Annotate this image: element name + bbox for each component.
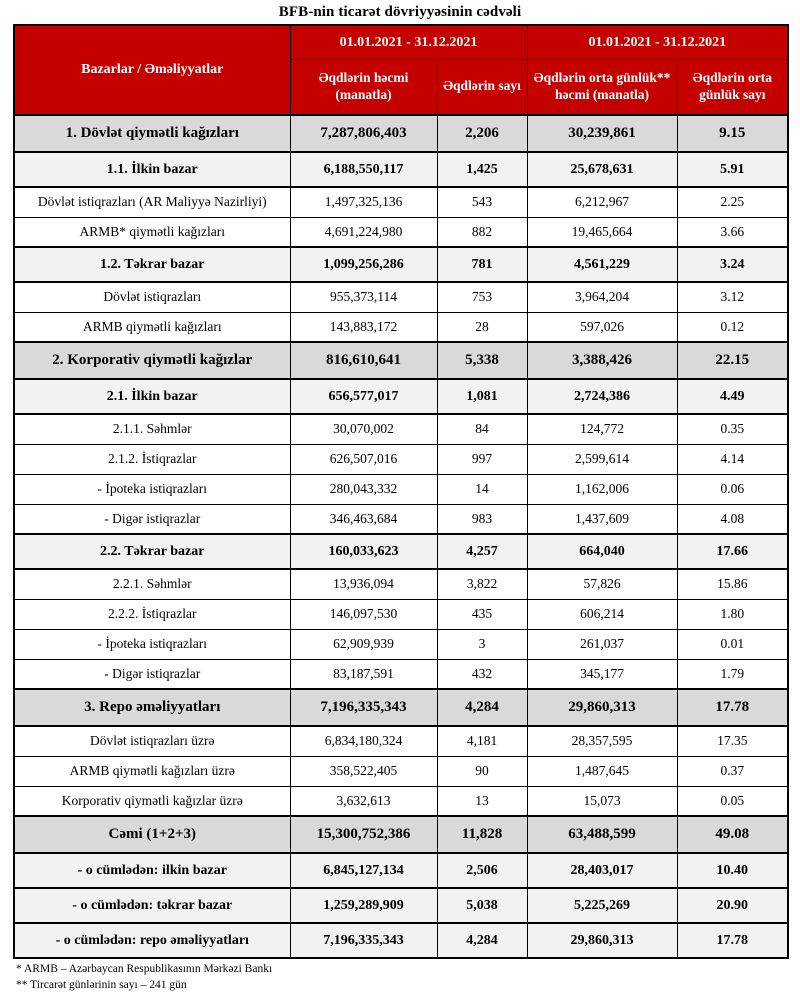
row-volume: 955,373,114 bbox=[290, 282, 437, 312]
row-daily-volume: 597,026 bbox=[527, 312, 677, 342]
table-row bbox=[14, 504, 788, 534]
row-label: 1. Dövlət qiymətli kağızları bbox=[14, 115, 290, 152]
row-daily-count: 4.14 bbox=[677, 444, 788, 474]
header-period-row bbox=[14, 25, 788, 59]
row-daily-volume: 3,964,204 bbox=[527, 282, 677, 312]
row-label: - o cümlədən: repo əməliyyatları bbox=[14, 923, 290, 958]
row-count: 28 bbox=[437, 312, 527, 342]
table-row bbox=[14, 414, 788, 444]
row-daily-volume: 29,860,313 bbox=[527, 923, 677, 958]
row-volume: 143,883,172 bbox=[290, 312, 437, 342]
row-count: 1,081 bbox=[437, 379, 527, 414]
table-row bbox=[14, 444, 788, 474]
row-label: Cəmi (1+2+3) bbox=[14, 816, 290, 853]
row-count: 4,284 bbox=[437, 689, 527, 726]
row-label: ARMB qiymətli kağızları üzrə bbox=[14, 756, 290, 786]
row-daily-count: 3.66 bbox=[677, 217, 788, 247]
row-count: 543 bbox=[437, 187, 527, 217]
row-daily-count: 17.66 bbox=[677, 534, 788, 569]
row-label: ARMB qiymətli kağızları bbox=[14, 312, 290, 342]
row-count: 781 bbox=[437, 247, 527, 282]
table-row bbox=[14, 312, 788, 342]
row-count: 11,828 bbox=[437, 816, 527, 853]
table-row bbox=[14, 474, 788, 504]
row-daily-volume: 1,162,006 bbox=[527, 474, 677, 504]
table-row bbox=[14, 379, 788, 414]
row-count: 997 bbox=[437, 444, 527, 474]
row-label: - o cümlədən: ilkin bazar bbox=[14, 853, 290, 888]
table-row bbox=[14, 726, 788, 756]
row-volume: 1,099,256,286 bbox=[290, 247, 437, 282]
row-label: 2.1.2. İstiqrazlar bbox=[14, 444, 290, 474]
row-daily-volume: 5,225,269 bbox=[527, 888, 677, 923]
row-count: 3,822 bbox=[437, 569, 527, 599]
table-row bbox=[14, 342, 788, 379]
table-row bbox=[14, 923, 788, 958]
header-avg-daily-volume: Əqdlərin orta günlük** həcmi (manatla) bbox=[527, 59, 677, 115]
table-body bbox=[14, 115, 788, 958]
row-label: ARMB* qiymətli kağızları bbox=[14, 217, 290, 247]
row-label: Korporativ qiymətli kağızlar üzrə bbox=[14, 786, 290, 816]
row-daily-count: 5.91 bbox=[677, 152, 788, 187]
row-label: 1.1. İlkin bazar bbox=[14, 152, 290, 187]
row-volume: 4,691,224,980 bbox=[290, 217, 437, 247]
row-count: 4,257 bbox=[437, 534, 527, 569]
row-volume: 160,033,623 bbox=[290, 534, 437, 569]
table-row bbox=[14, 599, 788, 629]
row-volume: 1,259,289,909 bbox=[290, 888, 437, 923]
row-volume: 6,834,180,324 bbox=[290, 726, 437, 756]
row-daily-volume: 124,772 bbox=[527, 414, 677, 444]
row-volume: 6,188,550,117 bbox=[290, 152, 437, 187]
row-label: Dövlət istiqrazları bbox=[14, 282, 290, 312]
row-daily-volume: 1,437,609 bbox=[527, 504, 677, 534]
table-row bbox=[14, 534, 788, 569]
row-volume: 358,522,405 bbox=[290, 756, 437, 786]
header-avg-daily-count: Əqdlərin orta günlük sayı bbox=[677, 59, 788, 115]
row-label: - İpoteka istiqrazları bbox=[14, 474, 290, 504]
turnover-table bbox=[13, 24, 789, 959]
table-row bbox=[14, 152, 788, 187]
row-daily-volume: 57,826 bbox=[527, 569, 677, 599]
table-row bbox=[14, 888, 788, 923]
row-daily-count: 4.49 bbox=[677, 379, 788, 414]
row-daily-count: 3.24 bbox=[677, 247, 788, 282]
row-count: 983 bbox=[437, 504, 527, 534]
row-daily-count: 1.80 bbox=[677, 599, 788, 629]
row-daily-volume: 25,678,631 bbox=[527, 152, 677, 187]
table-row bbox=[14, 569, 788, 599]
row-count: 882 bbox=[437, 217, 527, 247]
table-row bbox=[14, 853, 788, 888]
header-period-left: 01.01.2021 - 31.12.2021 bbox=[290, 25, 527, 59]
row-daily-volume: 345,177 bbox=[527, 659, 677, 689]
header-period-right: 01.01.2021 - 31.12.2021 bbox=[527, 25, 788, 59]
row-daily-count: 22.15 bbox=[677, 342, 788, 379]
row-daily-count: 10.40 bbox=[677, 853, 788, 888]
footnotes bbox=[13, 962, 787, 993]
row-label: 2.2.2. İstiqrazlar bbox=[14, 599, 290, 629]
row-volume: 83,187,591 bbox=[290, 659, 437, 689]
row-volume: 626,507,016 bbox=[290, 444, 437, 474]
row-daily-count: 49.08 bbox=[677, 816, 788, 853]
row-daily-count: 3.12 bbox=[677, 282, 788, 312]
row-daily-volume: 19,465,664 bbox=[527, 217, 677, 247]
row-daily-count: 0.05 bbox=[677, 786, 788, 816]
row-daily-count: 1.79 bbox=[677, 659, 788, 689]
row-daily-count: 0.01 bbox=[677, 629, 788, 659]
row-daily-count: 0.06 bbox=[677, 474, 788, 504]
table-row bbox=[14, 115, 788, 152]
table-header bbox=[14, 25, 788, 115]
table-row bbox=[14, 689, 788, 726]
row-volume: 280,043,332 bbox=[290, 474, 437, 504]
row-daily-volume: 2,724,386 bbox=[527, 379, 677, 414]
row-daily-volume: 6,212,967 bbox=[527, 187, 677, 217]
row-daily-volume: 606,214 bbox=[527, 599, 677, 629]
row-daily-count: 9.15 bbox=[677, 115, 788, 152]
row-volume: 13,936,094 bbox=[290, 569, 437, 599]
row-count: 1,425 bbox=[437, 152, 527, 187]
row-daily-volume: 63,488,599 bbox=[527, 816, 677, 853]
row-volume: 7,287,806,403 bbox=[290, 115, 437, 152]
row-daily-volume: 664,040 bbox=[527, 534, 677, 569]
row-label: - o cümlədən: təkrar bazar bbox=[14, 888, 290, 923]
footnote-armb: * ARMB – Azərbaycan Respublikasının Mərkəzi Bankı bbox=[16, 963, 273, 975]
row-count: 13 bbox=[437, 786, 527, 816]
row-count: 753 bbox=[437, 282, 527, 312]
row-volume: 62,909,939 bbox=[290, 629, 437, 659]
row-volume: 6,845,127,134 bbox=[290, 853, 437, 888]
row-daily-count: 0.35 bbox=[677, 414, 788, 444]
row-daily-count: 0.12 bbox=[677, 312, 788, 342]
row-count: 84 bbox=[437, 414, 527, 444]
row-volume: 146,097,530 bbox=[290, 599, 437, 629]
row-count: 3 bbox=[437, 629, 527, 659]
row-daily-volume: 28,357,595 bbox=[527, 726, 677, 756]
row-count: 90 bbox=[437, 756, 527, 786]
header-markets-operations: Bazarlar / Əməliyyatlar bbox=[14, 25, 290, 115]
row-volume: 3,632,613 bbox=[290, 786, 437, 816]
row-daily-volume: 28,403,017 bbox=[527, 853, 677, 888]
table-row bbox=[14, 786, 788, 816]
row-daily-volume: 29,860,313 bbox=[527, 689, 677, 726]
row-daily-volume: 3,388,426 bbox=[527, 342, 677, 379]
table-row bbox=[14, 187, 788, 217]
row-volume: 1,497,325,136 bbox=[290, 187, 437, 217]
row-count: 5,338 bbox=[437, 342, 527, 379]
row-count: 2,206 bbox=[437, 115, 527, 152]
row-daily-count: 0.37 bbox=[677, 756, 788, 786]
row-label: 2. Korporativ qiymətli kağızlar bbox=[14, 342, 290, 379]
row-label: - Digər istiqrazlar bbox=[14, 504, 290, 534]
header-deal-volume: Əqdlərin həcmi (manatla) bbox=[290, 59, 437, 115]
row-daily-count: 15.86 bbox=[677, 569, 788, 599]
row-label: 2.2.1. Səhmlər bbox=[14, 569, 290, 599]
table-row bbox=[14, 247, 788, 282]
row-daily-count: 4.08 bbox=[677, 504, 788, 534]
row-daily-count: 2.25 bbox=[677, 187, 788, 217]
row-label: 2.2. Təkrar bazar bbox=[14, 534, 290, 569]
row-daily-count: 17.78 bbox=[677, 689, 788, 726]
page-title: BFB-nin ticarət dövriyyəsinin cədvəli bbox=[278, 4, 522, 20]
row-daily-volume: 30,239,861 bbox=[527, 115, 677, 152]
row-count: 435 bbox=[437, 599, 527, 629]
row-count: 432 bbox=[437, 659, 527, 689]
row-label: - İpoteka istiqrazları bbox=[14, 629, 290, 659]
row-volume: 7,196,335,343 bbox=[290, 689, 437, 726]
row-daily-count: 17.78 bbox=[677, 923, 788, 958]
row-daily-volume: 1,487,645 bbox=[527, 756, 677, 786]
row-daily-volume: 15,073 bbox=[527, 786, 677, 816]
table-row bbox=[14, 217, 788, 247]
row-volume: 30,070,002 bbox=[290, 414, 437, 444]
row-volume: 7,196,335,343 bbox=[290, 923, 437, 958]
row-count: 4,284 bbox=[437, 923, 527, 958]
row-count: 2,506 bbox=[437, 853, 527, 888]
row-label: 2.1. İlkin bazar bbox=[14, 379, 290, 414]
header-deal-count: Əqdlərin sayı bbox=[437, 59, 527, 115]
row-count: 4,181 bbox=[437, 726, 527, 756]
row-volume: 656,577,017 bbox=[290, 379, 437, 414]
row-daily-count: 17.35 bbox=[677, 726, 788, 756]
row-volume: 346,463,684 bbox=[290, 504, 437, 534]
row-label: 2.1.1. Səhmlər bbox=[14, 414, 290, 444]
row-label: Dövlət istiqrazları (AR Maliyyə Nazirliyi) bbox=[14, 187, 290, 217]
row-label: Dövlət istiqrazları üzrə bbox=[14, 726, 290, 756]
row-volume: 816,610,641 bbox=[290, 342, 437, 379]
table-row bbox=[14, 629, 788, 659]
row-daily-volume: 2,599,614 bbox=[527, 444, 677, 474]
row-daily-volume: 4,561,229 bbox=[527, 247, 677, 282]
table-row bbox=[14, 659, 788, 689]
table-row bbox=[14, 282, 788, 312]
row-label: 3. Repo əməliyyatları bbox=[14, 689, 290, 726]
footnote-trading-days: ** Tircarət günlərinin sayı – 241 gün bbox=[16, 978, 187, 991]
row-volume: 15,300,752,386 bbox=[290, 816, 437, 853]
row-label: - Digər istiqrazlar bbox=[14, 659, 290, 689]
row-count: 5,038 bbox=[437, 888, 527, 923]
row-count: 14 bbox=[437, 474, 527, 504]
table-row bbox=[14, 816, 788, 853]
row-label: 1.2. Təkrar bazar bbox=[14, 247, 290, 282]
row-daily-count: 20.90 bbox=[677, 888, 788, 923]
row-daily-volume: 261,037 bbox=[527, 629, 677, 659]
table-row bbox=[14, 756, 788, 786]
